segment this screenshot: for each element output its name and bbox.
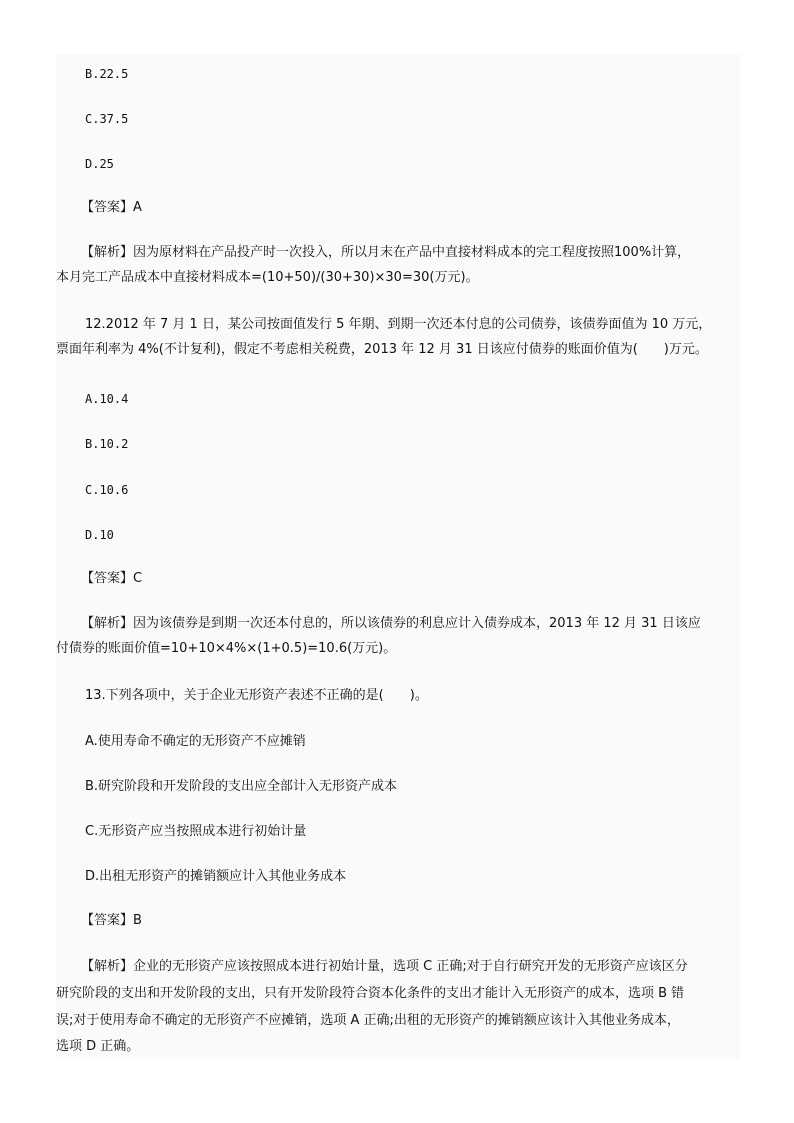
- analysis-q11-line2: 本月完工产品成本中直接材料成本=(10+50)/(30+30)×30=30(万元)。: [56, 270, 479, 285]
- option-c-q13: C.无形资产应当按照成本进行初始计量: [85, 824, 307, 839]
- analysis-q12-line1: 【解析】因为该债券是到期一次还本付息的，所以该债券的利息应计入债券成本，2013 年 12 月 31 日该应: [81, 616, 701, 631]
- option-b-q13: B.研究阶段和开发阶段的支出应全部计入无形资产成本: [85, 779, 398, 794]
- page-background-band: [56, 54, 740, 1059]
- option-d-q12: D.10: [85, 528, 114, 542]
- analysis-q13-line3: 误;对于使用寿命不确定的无形资产不应摊销，选项 A 正确;出租的无形资产的摊销额应该计入其他业务成本，: [56, 1013, 680, 1028]
- question-13: 13.下列各项中，关于企业无形资产表述不正确的是( )。: [85, 688, 428, 703]
- analysis-q12-line2: 付债券的账面价值=10+10×4%×(1+0.5)=10.6(万元)。: [56, 641, 397, 656]
- answer-q11: 【答案】A: [81, 200, 142, 215]
- question-12-line1: 12.2012 年 7 月 1 日，某公司按面值发行 5 年期、到期一次还本付息的公司债券，该债券面值为 10 万元，: [85, 317, 712, 332]
- analysis-q11-line1: 【解析】因为原材料在产品投产时一次投入，所以月末在产品中直接材料成本的完工程度按照100%计算，: [81, 245, 691, 260]
- option-c-q12: C.10.6: [85, 483, 129, 497]
- option-a-q12: A.10.4: [85, 392, 129, 406]
- option-b-q12: B.10.2: [85, 437, 129, 451]
- question-12-line2: 票面年利率为 4%(不计复利)，假定不考虑相关税费，2013 年 12 月 31 日该应付债券的账面价值为( )万元。: [56, 342, 708, 357]
- analysis-q13-line2: 研究阶段的支出和开发阶段的支出，只有开发阶段符合资本化条件的支出才能计入无形资产的成本，选项 B 错: [56, 986, 685, 1001]
- analysis-q13-line1: 【解析】企业的无形资产应该按照成本进行初始计量，选项 C 正确;对于自行研究开发的无形资产应该区分: [81, 959, 688, 974]
- answer-q13: 【答案】B: [81, 913, 142, 928]
- option-c-q11: C.37.5: [85, 112, 129, 126]
- analysis-q13-line4: 选项 D 正确。: [56, 1039, 140, 1054]
- answer-q12: 【答案】C: [81, 571, 143, 586]
- option-a-q13: A.使用寿命不确定的无形资产不应摊销: [85, 734, 306, 749]
- option-b-q11: B.22.5: [85, 67, 129, 81]
- option-d-q11: D.25: [85, 157, 114, 171]
- option-d-q13: D.出租无形资产的摊销额应计入其他业务成本: [85, 869, 347, 884]
